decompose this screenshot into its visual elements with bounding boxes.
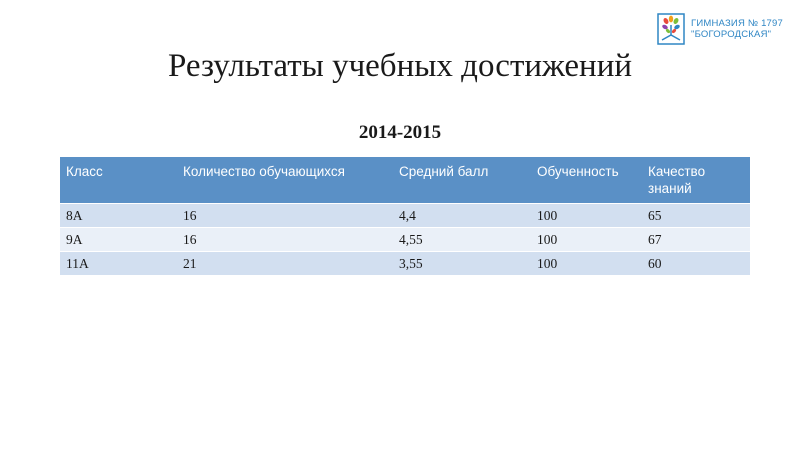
page-title: Результаты учебных достижений [167,48,633,84]
header-learning-rate: Обученность [531,157,642,204]
table-header-row [60,157,750,204]
cell-knowledge-quality: 65 [642,204,750,228]
table-row [60,252,750,276]
cell-average-score: 4,55 [393,228,531,252]
cell-student-count: 16 [177,204,393,228]
header-class: Класс [60,157,177,204]
cell-class: 9А [60,228,177,252]
header-average-score: Средний балл [393,157,531,204]
cell-average-score: 3,55 [393,252,531,276]
table-row [60,228,750,252]
cell-learning-rate: 100 [531,204,642,228]
results-table [60,157,750,275]
cell-learning-rate: 100 [531,228,642,252]
cell-student-count: 21 [177,252,393,276]
cell-knowledge-quality: 67 [642,228,750,252]
cell-class: 11А [60,252,177,276]
header-knowledge-quality: Качество знаний [642,157,750,204]
cell-student-count: 16 [177,228,393,252]
table-row [60,204,750,228]
cell-class: 8А [60,204,177,228]
year-subtitle: 2014-2015 [358,122,442,143]
cell-average-score: 4,4 [393,204,531,228]
school-logo [657,12,792,46]
cell-learning-rate: 100 [531,252,642,276]
header-student-count: Количество обучающихся [177,157,393,204]
school-name-line2: "БОГОРОДСКАЯ" [691,29,772,40]
school-name [691,18,783,40]
cell-knowledge-quality: 60 [642,252,750,276]
school-name-line1: ГИМНАЗИЯ № 1797 [691,18,784,29]
school-emblem-icon [657,13,685,45]
